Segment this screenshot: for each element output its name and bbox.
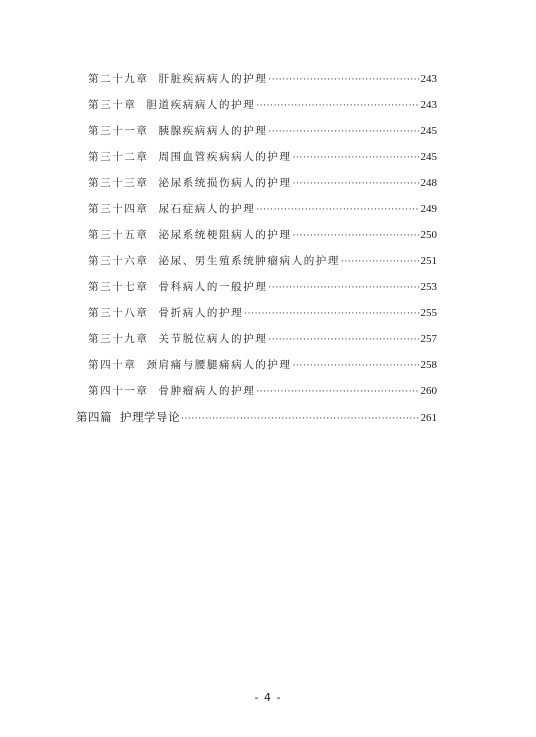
toc-dot-leader (268, 280, 419, 296)
toc-chapter-title: 骨折病人的护理 (158, 307, 244, 319)
toc-chapter-number: 第三十九章 (88, 333, 149, 345)
toc-dot-leader (244, 306, 419, 322)
toc-chapter-title: 颈肩痛与腰腿痛病人的护理 (146, 359, 292, 371)
toc-dot-leader (341, 254, 420, 270)
toc-part-number: 第四篇 (76, 410, 112, 424)
toc-entry[interactable] (88, 175, 437, 191)
toc-dot-leader (256, 98, 419, 114)
toc-page-number: 245 (420, 125, 437, 137)
toc-page-number: 245 (420, 151, 437, 163)
toc-chapter-number: 第四十一章 (88, 385, 149, 397)
toc-chapter-title: 泌尿、男生殖系统肿瘤病人的护理 (158, 255, 340, 267)
toc-chapter-title: 骨肿瘤病人的护理 (158, 385, 256, 397)
toc-chapter-title: 关节脱位病人的护理 (158, 333, 268, 345)
toc-chapter-title: 泌尿系统损伤病人的护理 (158, 177, 292, 189)
toc-entry[interactable] (88, 253, 437, 269)
toc-chapter-number: 第三十二章 (88, 151, 149, 163)
toc-page-number: 251 (420, 255, 437, 267)
toc-entry[interactable] (88, 305, 437, 321)
toc-entry[interactable] (88, 97, 437, 113)
toc-chapter-number: 第三十四章 (88, 203, 149, 215)
toc-chapter-number: 第三十八章 (88, 307, 149, 319)
toc-dot-leader (256, 202, 419, 218)
toc-page-number: 248 (420, 177, 437, 189)
toc-entry[interactable] (88, 383, 437, 399)
toc-entry[interactable] (88, 201, 437, 217)
toc-chapter-number: 第三十章 (88, 99, 137, 111)
toc-dot-leader (293, 228, 420, 244)
toc-part-entry[interactable] (76, 409, 437, 425)
toc-part-title: 护理学导论 (120, 410, 180, 424)
toc-chapter-number: 第四十章 (88, 359, 137, 371)
toc-dot-leader (268, 124, 419, 140)
toc-entry[interactable] (88, 279, 437, 295)
toc-page-number: 255 (420, 307, 437, 319)
toc-chapter-number: 第三十七章 (88, 281, 149, 293)
toc-chapter-number: 第三十三章 (88, 177, 149, 189)
toc-chapter-title: 胆道疾病病人的护理 (146, 99, 256, 111)
toc-chapter-number: 第三十六章 (88, 255, 149, 267)
toc-chapter-number: 第三十五章 (88, 229, 149, 241)
toc-page-number: 261 (420, 412, 437, 424)
page-footer-number: - 4 - (254, 691, 282, 704)
toc-dot-leader (293, 358, 420, 374)
toc-chapter-number: 第二十九章 (88, 73, 149, 85)
toc-page-number: 243 (420, 99, 437, 111)
toc-page-number: 257 (420, 333, 437, 345)
toc-dot-leader (268, 72, 419, 88)
toc-chapter-title: 骨科病人的一般护理 (158, 281, 268, 293)
toc-chapter-title: 周围血管疾病病人的护理 (158, 151, 292, 163)
toc-page-number: 258 (420, 359, 437, 371)
toc-dot-leader (256, 384, 419, 400)
toc-dot-leader (293, 150, 420, 166)
toc-chapter-title: 尿石症病人的护理 (158, 203, 256, 215)
toc-chapter-title: 肝脏疾病病人的护理 (158, 73, 268, 85)
toc-entry[interactable] (88, 331, 437, 347)
toc-chapter-title: 胰腺疾病病人的护理 (158, 125, 268, 137)
toc-dot-leader (293, 176, 420, 192)
toc-chapter-number: 第三十一章 (88, 125, 149, 137)
toc-entry[interactable] (88, 227, 437, 243)
toc-page-number: 250 (420, 229, 437, 241)
toc-entry[interactable] (88, 357, 437, 373)
toc-entry[interactable] (88, 71, 437, 87)
toc-entry[interactable] (88, 149, 437, 165)
toc-page-number: 249 (420, 203, 437, 215)
toc-dot-leader (268, 332, 419, 348)
toc-chapter-title: 泌尿系统梗阻病人的护理 (158, 229, 292, 241)
toc-entry[interactable] (88, 123, 437, 139)
toc-dot-leader (181, 411, 420, 427)
toc-page-number: 253 (420, 281, 437, 293)
toc-page-number: 243 (420, 73, 437, 85)
toc-page-number: 260 (420, 385, 437, 397)
